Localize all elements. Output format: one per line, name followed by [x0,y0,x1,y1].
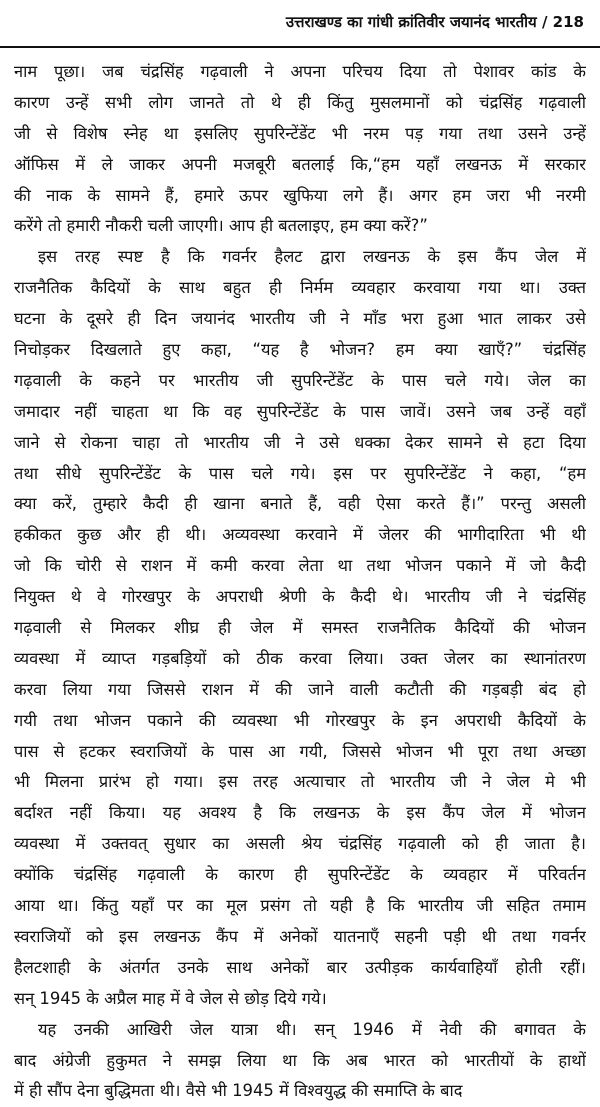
text-line: गयी तथा भोजन पकाने की व्यवस्था भी गोरखपुर के इन अपराधी कैदियों के [14,710,586,730]
text-line: क्या करें, तुम्हारे कैदी ही खाना बनाते हैं, वही ऐसा करते हैं।” परन्तु असली [14,494,586,514]
text-line: नियुक्त थे वे गोरखपुर के अपराधी श्रेणी के कैदी थे। भारतीय जी ने चंद्रसिंह [14,587,586,607]
body-text [14,57,586,1107]
text-line: बाद अंग्रेजी हुकुमत ने समझ लिया था कि अब भारत को भारतीयों के हाथों [14,1050,586,1070]
text-line: की नाक के सामने हैं, हमारे ऊपर खुफिया लगे हैं। अगर हम जरा भी नरमी [14,185,586,205]
text-line: क्योंकि चंद्रसिंह गढ़वाली के कारण ही सुपरिन्टेंडेंट के व्यवहार में परिवर्तन [14,865,586,885]
text-line: पास से हटकर स्वराजियों के पास आ गयी, जिससे भोजन भी पूरा तथा अच्छा [14,741,586,761]
text-line: नाम पूछा। जब चंद्रसिंह गढ़वाली ने अपना परिचय दिया तो पेशावर कांड के [14,62,586,81]
text-line: निचोड़कर दिखलाते हुए कहा, “यह है भोजन? हम क्या खाएँ?” चंद्रसिंह [14,340,586,360]
text-line: आया था। किंतु यहाँ पर का मूल प्रसंग तो यही है कि भारतीय जी सहित तमाम [14,896,586,916]
text-line: हकीकत कुछ और ही थी। अव्यवस्था करवाने में जेलर की भागीदारिता भी थी [14,525,586,545]
text-line: कारण उन्हें सभी लोग जानते तो थे ही किंतु मुसलमानों को चंद्रसिंह गढ़वाली [14,92,586,112]
text-line: तथा सीधे सुपरिन्टेंडेंट के पास चले गये। इस पर सुपरिन्टेंडेंट ने कहा, “हम [14,463,586,483]
text-line: भी मिलना प्रारंभ हो गया। इस तरह अत्याचार तो भारतीय जी ने जेल मे भी [14,772,586,792]
text-line: गढ़वाली से मिलकर शीघ्र ही जेल में समस्त राजनैतिक कैदियों की भोजन [14,618,586,638]
text-line: जो कि चोरी से राशन में कमी करवा लेता था तथा भोजन पकाने में जो कैदी [14,556,586,576]
text-line: ऑफिस में ले जाकर अपनी मजबूरी बतलाई कि,“हम यहाँ लखनऊ में सरकार [14,154,586,174]
text-line: यह उनकी आखिरी जेल यात्रा थी। सन् 1946 में नेवी की बगावत के [38,1019,586,1039]
text-line: घटना के दूसरे ही दिन जयानंद भारतीय जी ने माँड भरा हुआ भात लाकर उसे [14,309,586,329]
header-rule [0,46,600,48]
text-line: जी से विशेष स्नेह था इसलिए सुपरिन्टेंडेंट भी नरम पड़ गया तथा उसने उन्हें [14,123,586,143]
text-line: व्यवस्था में उक्तवत् सुधार का असली श्रेय चंद्रसिंह गढ़वाली को ही जाता है। [14,834,586,854]
text-line: सन् 1945 के अप्रैल माह में वे जेल से छोड़ दिये गये। [14,988,327,1008]
text-line: व्यवस्था में व्याप्त गड़बड़ियों को ठीक करवा लिया। उक्त जेलर का स्थानांतरण [14,648,586,668]
text-line: में ही सौंप देना बुद्धिमता थी। वैसे भी 1945 में विश्वयुद्ध की समाप्ति के बाद [14,1081,463,1101]
text-line: राजनैतिक कैदियों के साथ बहुत ही निर्मम व्यवहार करवाया गया था। उक्त [14,278,586,298]
running-header: उत्तराखण्ड का गांधी क्रांतिवीर जयानंद भारतीय / 218 [285,13,584,31]
text-line: इस तरह स्पष्ट है कि गवर्नर हैलट द्वारा लखनऊ के इस कैंप जेल में [38,247,586,267]
text-line: हैलटशाही के अंतर्गत उनके साथ अनेकों बार उत्पीड़क कार्यवाहियाँ होती रहीं। [14,957,586,977]
text-line: गढ़वाली के कहने पर भारतीय जी सुपरिन्टेंडेंट के पास चले गये। जेल का [14,370,586,390]
text-line: जाने से रोकना चाहा तो भारतीय जी ने उसे धक्का देकर सामने से हटा दिया [14,432,586,452]
text-line: करेंगे तो हमारी नौकरी चली जाएगी। आप ही बतलाइए, हम क्या करें?” [14,216,428,236]
text-line: स्वराजियों को इस लखनऊ कैंप में अनेकों यातनाएँ सहनी पड़ी थी तथा गवर्नर [14,926,586,946]
text-line: करवा लिया गया जिससे राशन में की जाने वाली कटौती की गड़बड़ी बंद हो [14,679,586,699]
text-line: बर्दाश्त नहीं किया। यह अवश्य है कि लखनऊ के इस कैंप जेल में भोजन [14,803,586,823]
text-line: जमादार नहीं चाहता था कि वह सुपरिन्टेंडेंट के पास जावें। उसने जब उन्हें वहाँ [14,401,586,421]
